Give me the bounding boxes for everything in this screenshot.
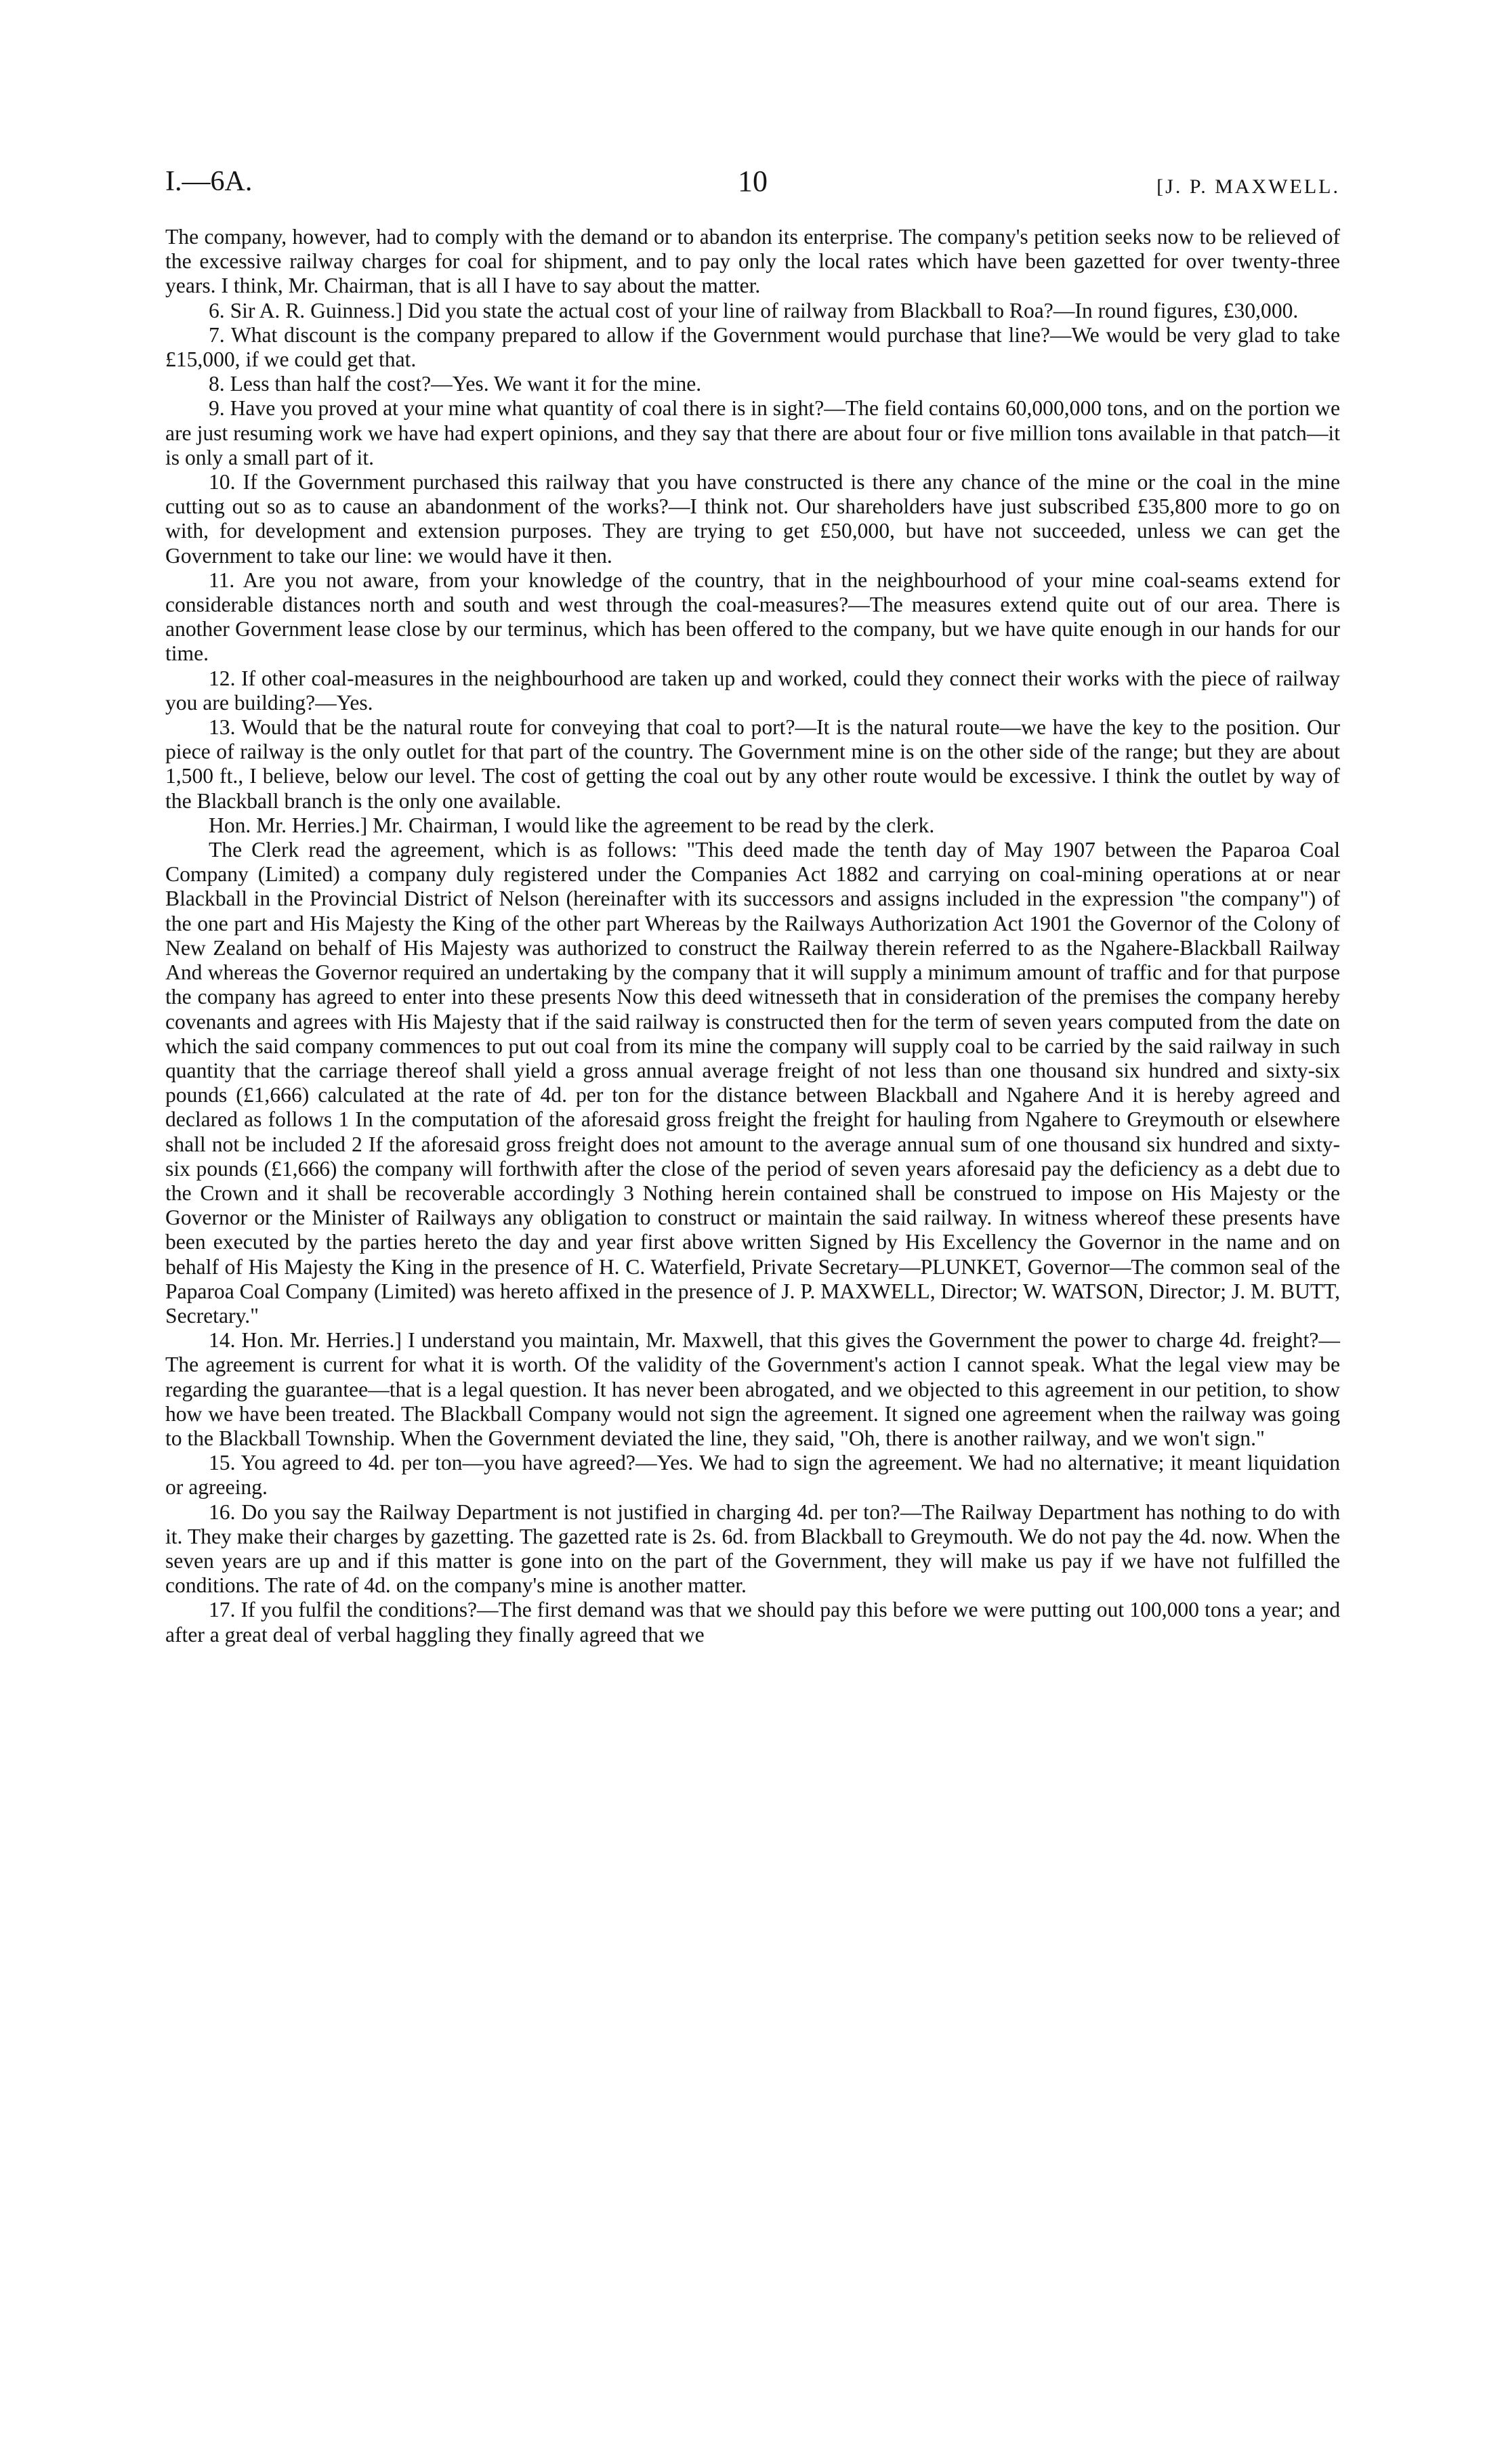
paragraph-q11: 11. Are you not aware, from your knowledge of the country, that in the neighbourhood of your mine coal-seams extend for considerable distances north and south and west through the coal-measures?—The measures extend quite out of our area. There is another Government lease close by our terminus, which has been offered to the company, but we have quite enough in our hands for our time. — [165, 568, 1340, 666]
paragraph-q16: 16. Do you say the Railway Department is not justified in charging 4d. per ton?—The Railway Department has nothing to do with it. They make their charges by gazetting. The gazetted rate is 2s. 6d. from Blackball to Greymouth. We do not pay the 4d. now. When the seven years are up and if this matter is gone into on the part of the Government, they will make us pay if we have not fulfilled the conditions. The rate of 4d. on the company's mine is another matter. — [165, 1500, 1340, 1598]
document-reference: I.—6A. — [165, 166, 253, 197]
paragraph-herries-request: Hon. Mr. Herries.] Mr. Chairman, I would like the agreement to be read by the clerk. — [209, 813, 935, 837]
page-number: 10 — [738, 165, 768, 198]
paragraph-q7: 7. What discount is the company prepared to allow if the Government would purchase that line?—We would be very glad to take £15,000, if we could get that. — [165, 322, 1340, 372]
paragraph-q12: 12. If other coal-measures in the neighbourhood are taken up and worked, could they connect their works with the piece of railway you are building?—Yes. — [165, 666, 1340, 715]
paragraph-agreement: The Clerk read the agreement, which is as follows: "This deed made the tenth day of May 1907 between the Paparoa Coal Company (Limited) a company duly registered under the Companies Act 1882 and carrying on coal-mining operations at or near Blackball in the Provincial District of Nelson (hereinafter with its successors and assigns included in the expression "the company") of the one part and His Majesty the King of the other part Whereas by the Railways Authorization Act 1901 the Governor of the Colony of New Zealand on behalf of His Majesty was authorized to construct the Railway therein referred to as the Ngahere-Blackball Railway And whereas the Governor required an undertaking by the company that it will supply a minimum amount of traffic and for that purpose the company has agreed to enter into these presents Now this deed witnesseth that in consideration of the premises the company hereby covenants and agrees with His Majesty that if the said railway is constructed then for the term of seven years computed from the date on which the said company commences to put out coal from its mine the company will supply coal to be carried by the said railway in such quantity that the carriage thereof shall yield a gross annual average freight of not less than one thousand six hundred and sixty-six pounds (£1,666) calculated at the rate of 4d. per ton for the distance between Blackball and Ngahere And it is hereby agreed and declared as follows 1 In the computation of the aforesaid gross freight the freight for hauling from Ngahere to Greymouth or elsewhere shall not be included 2 If the aforesaid gross freight does not amount to the average annual sum of one thousand six hundred and sixty-six pounds (£1,666) the company will forthwith after the close of the period of seven years aforesaid pay the deficiency as a debt due to the Crown and it shall be recoverable accordingly 3 Nothing herein contained shall be construed to impose on His Majesty or the Governor or the Minister of Railways any obligation to construct or maintain the said railway. In witness whereof these presents have been executed by the parties hereto the day and year first above written Signed by His Excellency the Governor in the name and on behalf of His Majesty the King in the presence of H. C. Waterfield, Private Secretary—PLUNKET, Governor—The common seal of the Paparoa Coal Company (Limited) was hereto affixed in the presence of J. P. MAXWELL, Director; W. WATSON, Director; J. M. BUTT, Secretary." — [165, 838, 1340, 1327]
page-header — [165, 165, 1340, 217]
paragraph-q14: 14. Hon. Mr. Herries.] I understand you maintain, Mr. Maxwell, that this gives the Government the power to charge 4d. freight?—The agreement is current for what it is worth. Of the validity of the Government's action I cannot speak. What the legal view may be regarding the guarantee—that is a legal question. It has never been abrogated, and we objected to this agreement in our petition, to show how we have been treated. The Blackball Company would not sign the agreement. It signed one agreement when the railway was going to the Blackball Township. When the Government deviated the line, they said, "Oh, there is another railway, and we won't sign." — [165, 1328, 1340, 1450]
paragraph-q15: 15. You agreed to 4d. per ton—you have agreed?—Yes. We had to sign the agreement. We had no alternative; it meant liquidation or agreeing. — [165, 1451, 1340, 1500]
paragraph-0: The company, however, had to comply with the demand or to abandon its enterprise. The company's petition seeks now to be relieved of the excessive railway charges for coal for shipment, and to pay only the local rates which have been gazetted for over twenty-three years. I think, Mr. Chairman, that is all I have to say about the matter. — [165, 225, 1340, 298]
paragraph-q17: 17. If you fulfil the conditions?—The first demand was that we should pay this before we were putting out 100,000 tons a year; and after a great deal of verbal haggling they finally agreed that we — [165, 1598, 1340, 1647]
paragraph-q10: 10. If the Government purchased this railway that you have constructed is there any chance of the mine or the coal in the mine cutting out so as to cause an abandonment of the works?—I think not. Our shareholders have just subscribed £35,800 more to go on with, for development and extension purposes. They are trying to get £50,000, but have not succeeded, unless we can get the Government to take our line: we would have it then. — [165, 470, 1340, 568]
paragraph-q9: 9. Have you proved at your mine what quantity of coal there is in sight?—The field contains 60,000,000 tons, and on the portion we are just resuming work we have had expert opinions, and they say that there are about four or five million tons available in that patch—it is only a small part of it. — [165, 396, 1340, 469]
paragraph-q13: 13. Would that be the natural route for conveying that coal to port?—It is the natural route—we have the key to the position. Our piece of railway is the only outlet for that part of the country. The Government mine is on the other side of the range; but they are about 1,500 ft., I believe, below our level. The cost of getting the coal out by any other route would be excessive. I think the outlet by way of the Blackball branch is the only one available. — [165, 715, 1340, 813]
document-body — [165, 225, 1340, 1647]
paragraph-q6: 6. Sir A. R. Guinness.] Did you state the actual cost of your line of railway from Blackball to Roa?—In round figures, £30,000. — [209, 298, 1299, 322]
witness-name: [J. P. MAXWELL. — [1156, 175, 1340, 198]
document-page — [165, 165, 1340, 1647]
paragraph-q8: 8. Less than half the cost?—Yes. We want it for the mine. — [209, 372, 702, 396]
